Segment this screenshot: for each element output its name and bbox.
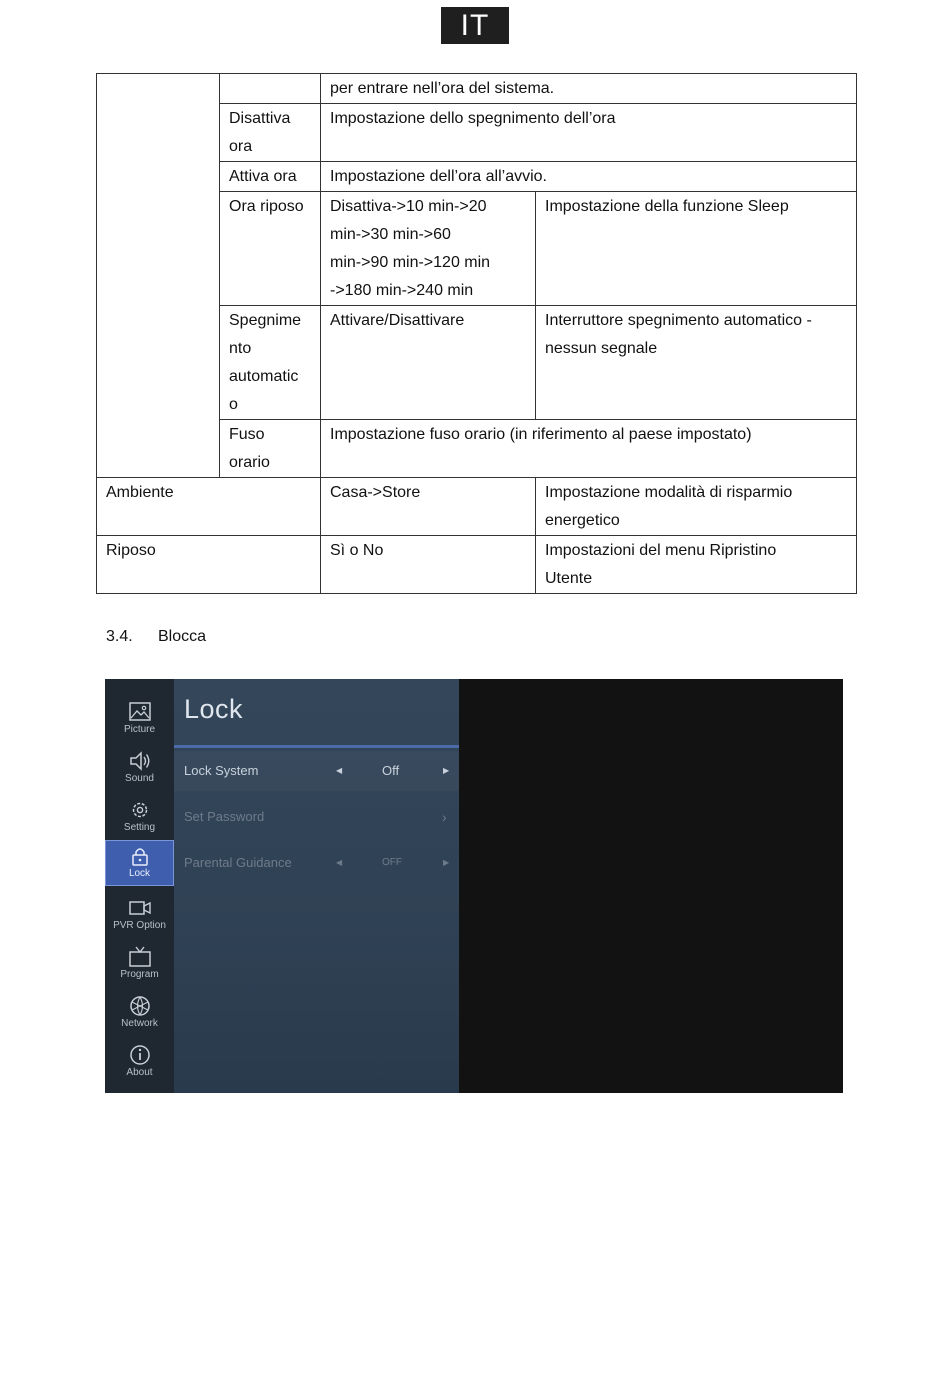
- globe-icon: [128, 995, 152, 1017]
- sidebar-item-picture[interactable]: Picture: [105, 697, 174, 743]
- table-cell: per entrare nell’ora del sistema.: [321, 74, 857, 104]
- table-cell: Spegnime nto automatic o: [220, 306, 321, 420]
- table-cell: Disattiva ora: [220, 104, 321, 162]
- menu-item-label: Set Password: [184, 809, 265, 824]
- table-cell: Attivare/Disattivare: [321, 306, 536, 420]
- table-cell: Impostazione fuso orario (in riferimento al paese impostato): [321, 420, 857, 478]
- table-cell: Attiva ora: [220, 162, 321, 192]
- table-cell: Ambiente: [97, 478, 321, 536]
- sidebar-item-program[interactable]: Program: [105, 942, 174, 988]
- lock-icon: [128, 845, 152, 867]
- chevron-right-icon[interactable]: ›: [442, 809, 447, 825]
- panel-title: Lock: [184, 694, 244, 724]
- table-cell: Casa->Store: [321, 478, 536, 536]
- set-password-row[interactable]: [174, 797, 459, 837]
- language-badge: IT: [441, 7, 509, 44]
- table-cell: [97, 74, 220, 478]
- table-cell: Disattiva->10 min->20 min->30 min->60 min->90 min->120 min ->180 min->240 min: [321, 192, 536, 306]
- table-row: [97, 536, 857, 594]
- arrow-left-icon[interactable]: ◀: [336, 766, 343, 775]
- sidebar-item-pvr-option[interactable]: PVR Option: [105, 893, 174, 939]
- table-row: [97, 478, 857, 536]
- sidebar-item-about[interactable]: About: [105, 1040, 174, 1086]
- section-number: 3.4.: [106, 628, 133, 645]
- table-cell: Impostazione dell’ora all’avvio.: [321, 162, 857, 192]
- tv-screenshot: [105, 679, 843, 1093]
- tv-icon: [128, 946, 152, 968]
- menu-item-label: Parental Guidance: [184, 855, 292, 870]
- sidebar-item-sound[interactable]: Sound: [105, 746, 174, 792]
- camera-icon: [128, 897, 152, 919]
- table-cell: Impostazione della funzione Sleep: [536, 192, 857, 306]
- lock-system-row[interactable]: [174, 751, 459, 791]
- table-cell: Fuso orario: [220, 420, 321, 478]
- speaker-icon: [128, 750, 152, 772]
- table-cell: [220, 74, 321, 104]
- section-heading: [106, 626, 206, 648]
- title-divider: [174, 745, 459, 748]
- sidebar-item-setting[interactable]: Setting: [105, 795, 174, 841]
- picture-icon: [128, 701, 152, 723]
- menu-item-value: Off: [382, 763, 400, 778]
- parental-guidance-row[interactable]: [174, 843, 459, 883]
- settings-table: [96, 73, 857, 594]
- menu-item-label: Lock System: [184, 763, 259, 778]
- info-icon: [128, 1044, 152, 1066]
- table-cell: Sì o No: [321, 536, 536, 594]
- arrow-right-icon[interactable]: ▶: [443, 766, 450, 775]
- lock-menu-panel: [174, 679, 459, 1093]
- table-cell: Interruttore spegnimento automatico - nessun segnale: [536, 306, 857, 420]
- arrow-left-icon[interactable]: ◀: [336, 858, 343, 867]
- sidebar-item-lock[interactable]: Lock: [105, 840, 174, 886]
- table-cell: Impostazione dello spegnimento dell’ora: [321, 104, 857, 162]
- table-row: [97, 74, 857, 104]
- gear-icon: [128, 799, 152, 821]
- table-cell: Impostazione modalità di risparmio energetico: [536, 478, 857, 536]
- table-cell: Ora riposo: [220, 192, 321, 306]
- table-cell: Riposo: [97, 536, 321, 594]
- tv-sidebar: [105, 679, 174, 1093]
- section-title: Blocca: [158, 628, 207, 645]
- table-cell: Impostazioni del menu Ripristino Utente: [536, 536, 857, 594]
- sidebar-item-network[interactable]: Network: [105, 991, 174, 1037]
- menu-item-value: OFF: [382, 857, 402, 868]
- arrow-right-icon[interactable]: ▶: [443, 858, 450, 867]
